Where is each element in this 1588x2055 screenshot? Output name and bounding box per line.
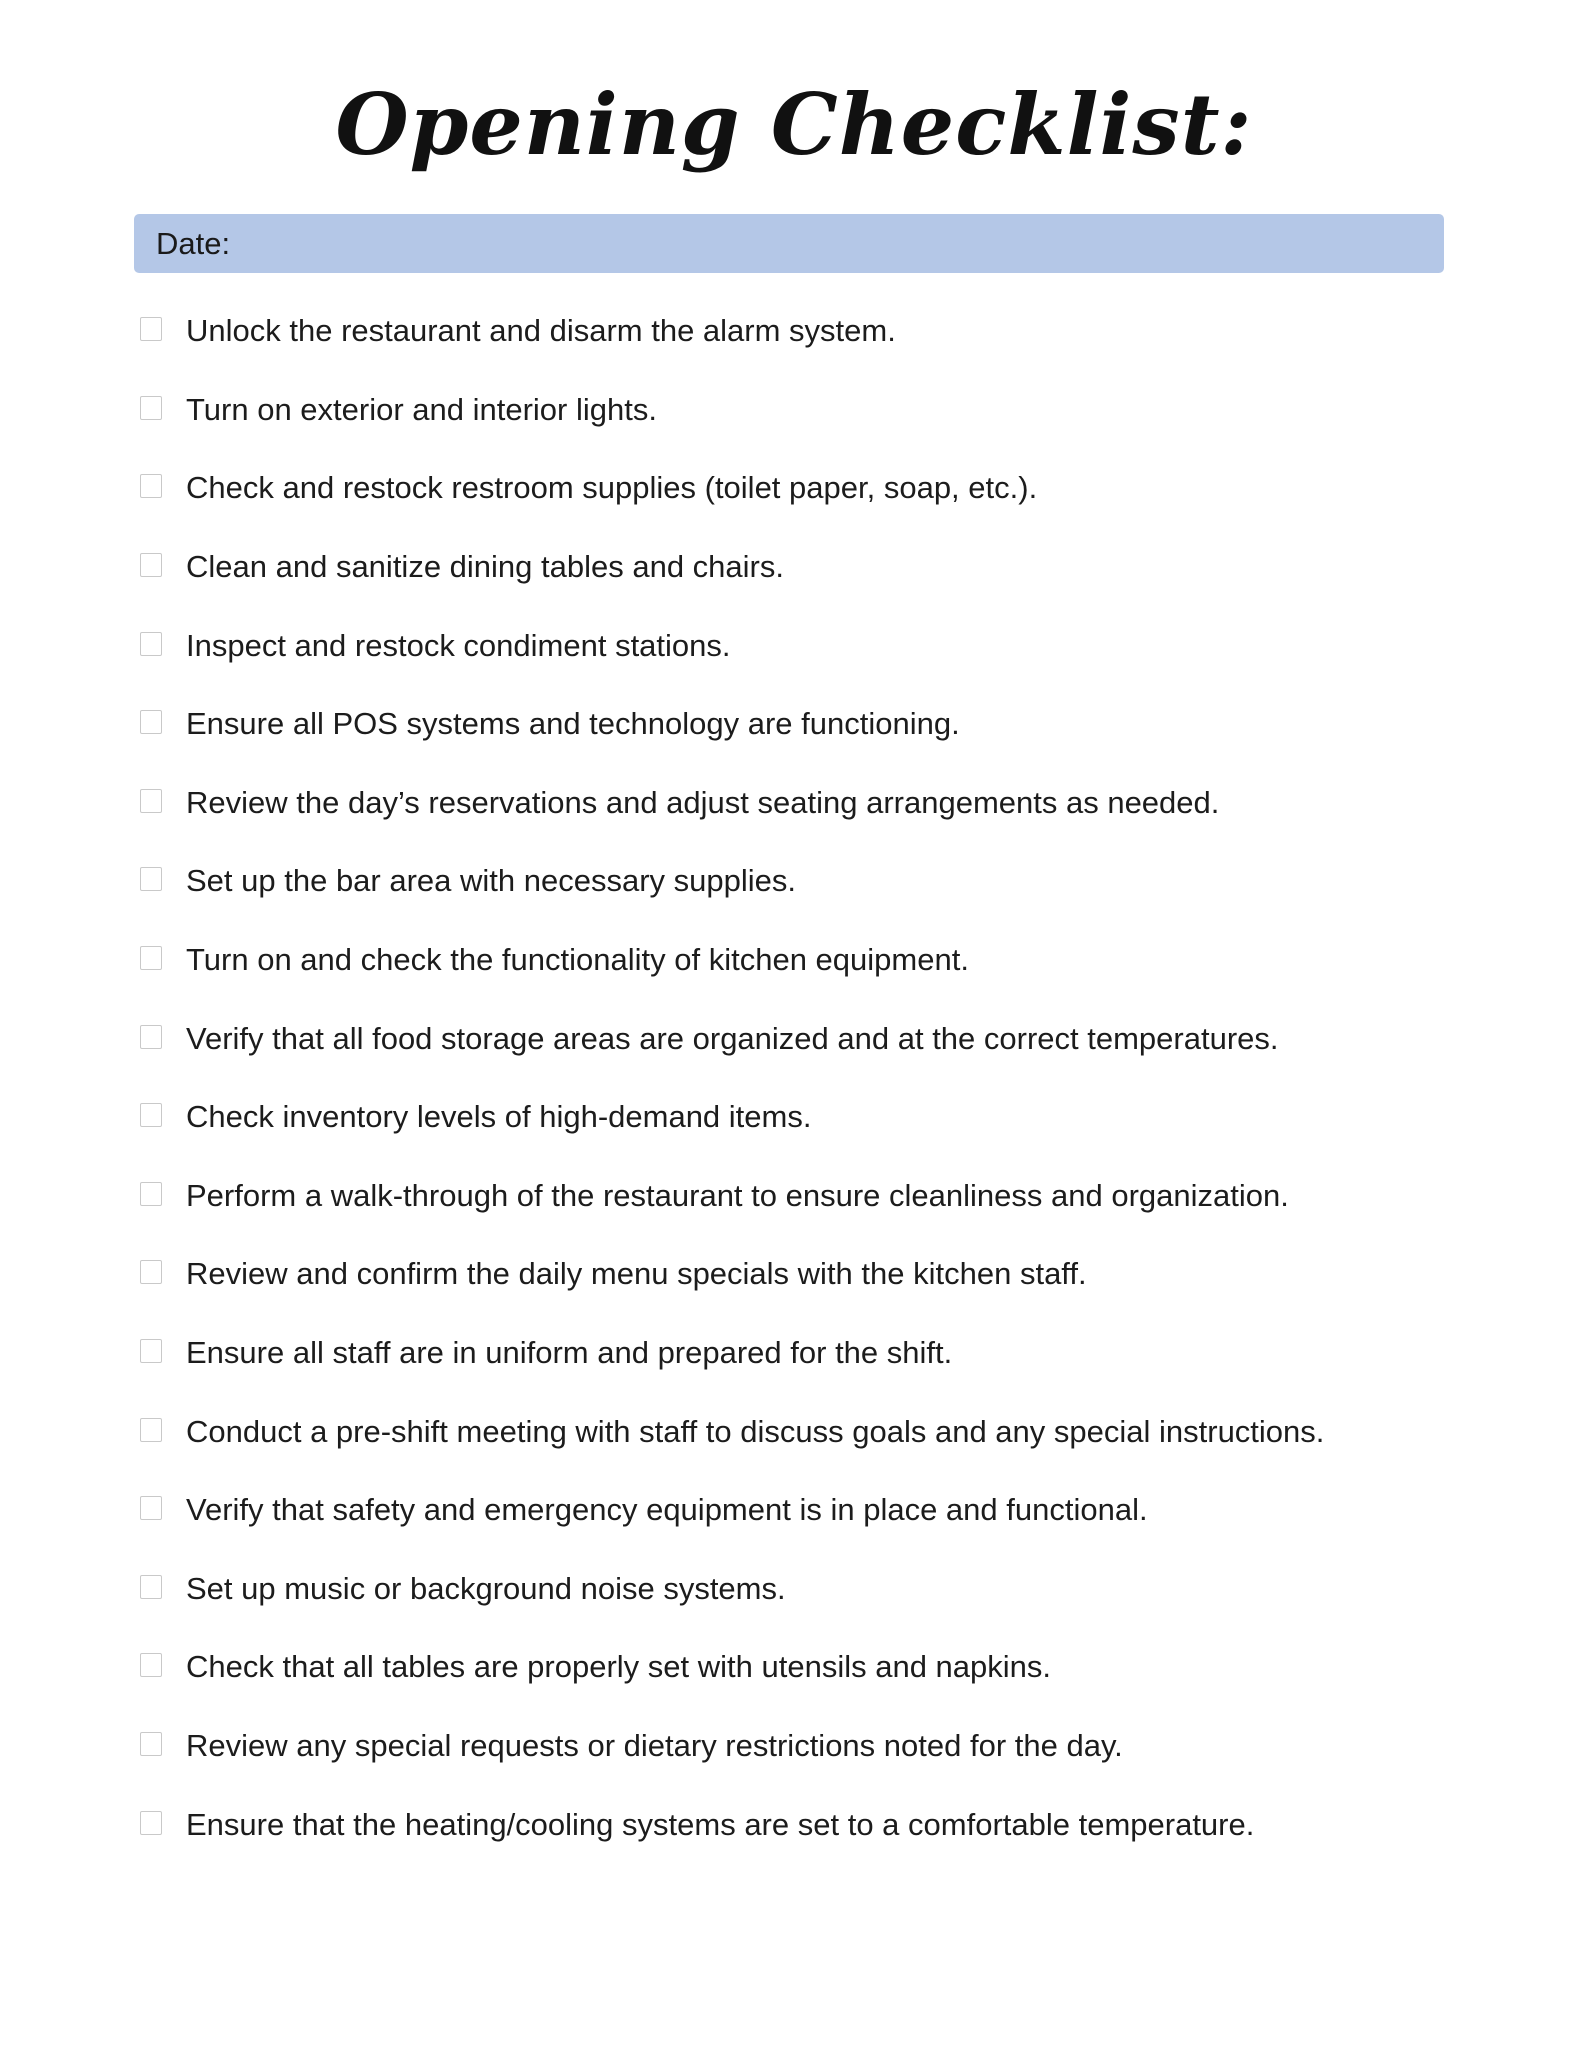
checklist-item-label: Review and confirm the daily menu specials with the kitchen staff. [186, 1256, 1087, 1292]
checklist-item [140, 449, 1460, 528]
checkbox[interactable] [140, 1575, 162, 1599]
checklist-item-label: Clean and sanitize dining tables and chairs. [186, 549, 784, 585]
checklist-item [140, 1707, 1460, 1786]
checkbox[interactable] [140, 317, 162, 341]
checklist-item [140, 1157, 1460, 1236]
checklist-item [140, 921, 1460, 1000]
checklist-item [140, 371, 1460, 450]
checkbox[interactable] [140, 474, 162, 498]
checklist-item-label: Inspect and restock condiment stations. [186, 627, 731, 663]
checklist-item [140, 528, 1460, 607]
checklist-item-label: Perform a walk-through of the restaurant to ensure cleanliness and organization. [186, 1177, 1289, 1213]
checkbox[interactable] [140, 1103, 162, 1127]
checklist-item-label: Turn on exterior and interior lights. [186, 391, 657, 427]
date-field[interactable] [134, 214, 1444, 273]
checkbox[interactable] [140, 1182, 162, 1206]
checklist-item [140, 842, 1460, 921]
checkbox[interactable] [140, 1418, 162, 1442]
checklist-item-label: Review any special requests or dietary restrictions noted for the day. [186, 1727, 1123, 1763]
checklist-item-label: Conduct a pre-shift meeting with staff to discuss goals and any special instructions. [186, 1413, 1325, 1449]
checkbox[interactable] [140, 1025, 162, 1049]
checklist-item-label: Unlock the restaurant and disarm the alarm system. [186, 313, 896, 349]
checklist-item-label: Verify that safety and emergency equipment is in place and functional. [186, 1492, 1148, 1528]
checkbox[interactable] [140, 396, 162, 420]
checklist-item-label: Set up music or background noise systems. [186, 1570, 786, 1606]
checklist-item-label: Ensure all staff are in uniform and prepared for the shift. [186, 1335, 953, 1371]
checklist-item [140, 292, 1460, 371]
checklist-item [140, 1314, 1460, 1393]
checklist-item-label: Ensure all POS systems and technology are functioning. [186, 706, 960, 742]
checklist-item [140, 1235, 1460, 1314]
checkbox[interactable] [140, 1653, 162, 1677]
checklist [140, 292, 1460, 1864]
checklist-item [140, 1392, 1460, 1471]
checkbox[interactable] [140, 1339, 162, 1363]
checklist-item-label: Ensure that the heating/cooling systems are set to a comfortable temperature. [186, 1806, 1255, 1842]
checkbox[interactable] [140, 1260, 162, 1284]
checkbox[interactable] [140, 1811, 162, 1835]
checklist-item-label: Check and restock restroom supplies (toilet paper, soap, etc.). [186, 470, 1038, 506]
checkbox[interactable] [140, 710, 162, 734]
checklist-item-label: Set up the bar area with necessary supplies. [186, 863, 797, 899]
checkbox[interactable] [140, 632, 162, 656]
page-title: Opening Checklist: [335, 75, 1253, 174]
checklist-item-label: Check inventory levels of high-demand items. [186, 1099, 812, 1135]
date-label: Date: [156, 225, 231, 261]
checklist-item [140, 1628, 1460, 1707]
checklist-item [140, 1550, 1460, 1629]
checklist-item [140, 1785, 1460, 1864]
checkbox[interactable] [140, 867, 162, 891]
checklist-item [140, 999, 1460, 1078]
checkbox[interactable] [140, 789, 162, 813]
checklist-item-label: Review the day’s reservations and adjust seating arrangements as needed. [186, 784, 1220, 820]
checklist-item-label: Turn on and check the functionality of kitchen equipment. [186, 942, 969, 978]
checkbox[interactable] [140, 1732, 162, 1756]
checklist-item-label: Check that all tables are properly set with utensils and napkins. [186, 1649, 1052, 1685]
checklist-item [140, 1078, 1460, 1157]
checklist-item [140, 685, 1460, 764]
checkbox[interactable] [140, 553, 162, 577]
checkbox[interactable] [140, 1496, 162, 1520]
checkbox[interactable] [140, 946, 162, 970]
checklist-item [140, 764, 1460, 843]
checklist-item-label: Verify that all food storage areas are organized and at the correct temperatures. [186, 1020, 1279, 1056]
checklist-item [140, 606, 1460, 685]
checklist-item [140, 1471, 1460, 1550]
